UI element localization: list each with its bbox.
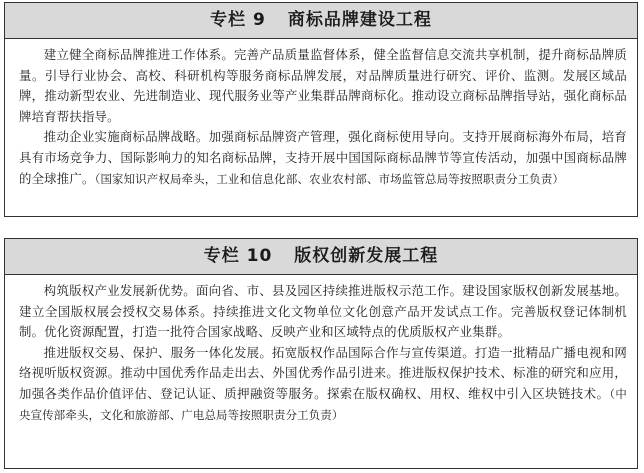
column-header-10 <box>5 239 637 275</box>
column-label-9: 专栏 9 <box>210 10 266 30</box>
column-body-9 <box>5 39 637 189</box>
column-10-paragraph-1: 构筑版权产业发展新优势。面向省、市、县及园区持续推进版权示范工作。建设国家版权创新发展基地。建立全国版权展会授权交易体系。持续推进文化文物单位文化创意产品开发试点工作。完善版权登记体制机制。优化资源配置，打造一批符合国家战略、反映产业和区域特点的优质版权产业集群。 <box>19 283 627 340</box>
column-9-paragraph-2 <box>19 127 627 189</box>
column-10-paragraph-2-text: 推进版权交易、保护、服务一体化发展。拓宽版权作品国际合作与宣传渠道。打造一批精品广播电视和网络视听版权资源。推动中国优秀作品走出去、外国优秀作品引进来。推进版权保护技术、标准的研究和应用，加强各类作品价值评估、登记认证、质押融资等服务。探索在版权确权、用权、维权中引入区块链技术。 <box>19 344 627 401</box>
column-box-10 <box>4 238 638 469</box>
column-title-9: 商标品牌建设工程 <box>287 10 432 30</box>
column-body-10 <box>5 275 637 425</box>
column-title-10: 版权创新发展工程 <box>294 246 439 266</box>
column-9-note: （国家知识产权局牵头，工业和信息化部、农业农村部、市场监管总局等按照职责分工负责） <box>94 171 565 186</box>
column-box-9 <box>4 2 638 217</box>
column-9-paragraph-1: 建立健全商标品牌推进工作体系。完善产品质量监督体系，健全监督信息交流共享机制，提升商标品牌质量。引导行业协会、高校、科研机构等服务商标品牌发展，对品牌质量进行研究、评价、监测。发展区域品牌，推动新型农业、先进制造业、现代服务业等产业集群品牌商标化。推动设立商标品牌指导站，强化商标品牌培育帮扶指导。 <box>19 47 627 124</box>
column-10-note: （中央宣传部牵头，文化和旅游部、广电总局等按照职责分工负责） <box>19 386 628 422</box>
column-10-paragraph-2 <box>19 343 627 425</box>
column-header-9 <box>5 3 637 39</box>
column-9-paragraph-2-text: 推动企业实施商标品牌战略。加强商标品牌资产管理，强化商标使用导向。支持开展商标海外布局，培育具有市场竞争力、国际影响力的知名商标品牌，支持开展中国国际商标品牌节等宣传活动，加强中国商标品牌的全球推广。 <box>19 129 627 186</box>
column-label-10: 专栏 10 <box>203 246 273 266</box>
